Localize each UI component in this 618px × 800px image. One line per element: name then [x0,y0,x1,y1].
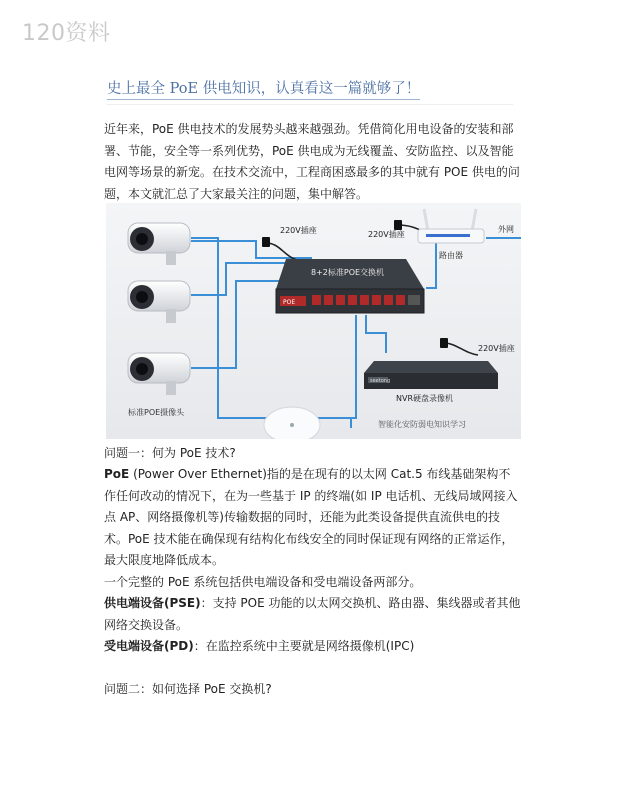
image-credit: 智能化安防弱电知识学习 [378,420,466,429]
nvr-icon [364,361,498,389]
pd-term: 受电端设备(PD) [104,639,194,653]
pd-definition [104,636,522,658]
poe-definition [104,464,522,572]
wan-label: 外网 [498,225,514,234]
poe-system-sentence: 一个完整的 PoE 系统包括供电端设备和受电端设备两部分。 [104,575,422,589]
watermark: 120资料 [22,21,111,46]
question-2-heading: 问题二：如何选择 PoE 交换机? [104,682,272,696]
poe-topology-diagram [106,203,521,439]
cameras-label: 标准POE摄像头 [128,408,185,417]
power-label-1: 220V插座 [280,226,317,235]
question-1-heading: 问题一：何为 PoE 技术? [104,446,236,460]
poe-term: PoE [104,467,130,481]
pse-definition-text: ：支持 POE 功能的以太网交换机、路由器、集线器或者其他网络交换设备。 [104,596,521,632]
power-label-3: 220V插座 [478,344,515,353]
pd-definition-text: ：在监控系统中主要就是网络摄像机(IPC) [193,639,415,653]
pse-term: 供电端设备(PSE) [104,596,201,610]
title-divider [107,104,513,105]
poe-definition-text: (Power Over Ethernet)指的是在现有的以太网 Cat.5 布线基础架构不作任何改动的情况下，在为一些基于 IP 的终端(如 IP 电话机、无线局域网接入点 AP、网络摄像机等)传输数据的同时，还能为此类设备提供直流供电的技术。PoE 技术能在确保现有结构化布线安全的同时保证现有网络的正常运作，最大限度地降低成本。 [104,467,518,567]
pse-definition [104,593,522,636]
switch-brand: POE [283,299,296,306]
access-point-icon [264,407,320,439]
switch-label: 8+2标准POE交换机 [311,268,385,277]
power-label-2: 220V插座 [368,230,405,239]
nvr-label: NVR硬盘录像机 [396,394,454,403]
nvr-brand: seetong [370,378,391,384]
intro-paragraph: 近年来，PoE 供电技术的发展势头越来越强劲。凭借简化用电设备的安装和部署、节能，安全等一系列优势，PoE 供电成为无线覆盖、安防监控、以及智能电网等场景的新宠。在技术交流中，工程商困惑最多的其中就有 POE 供电的问题，本文就汇总了大家最关注的问题，集中解答。 [104,122,520,201]
router-label: 路由器 [439,251,463,260]
article-title[interactable]: 史上最全 PoE 供电知识，认真看这一篇就够了！ [107,77,420,100]
